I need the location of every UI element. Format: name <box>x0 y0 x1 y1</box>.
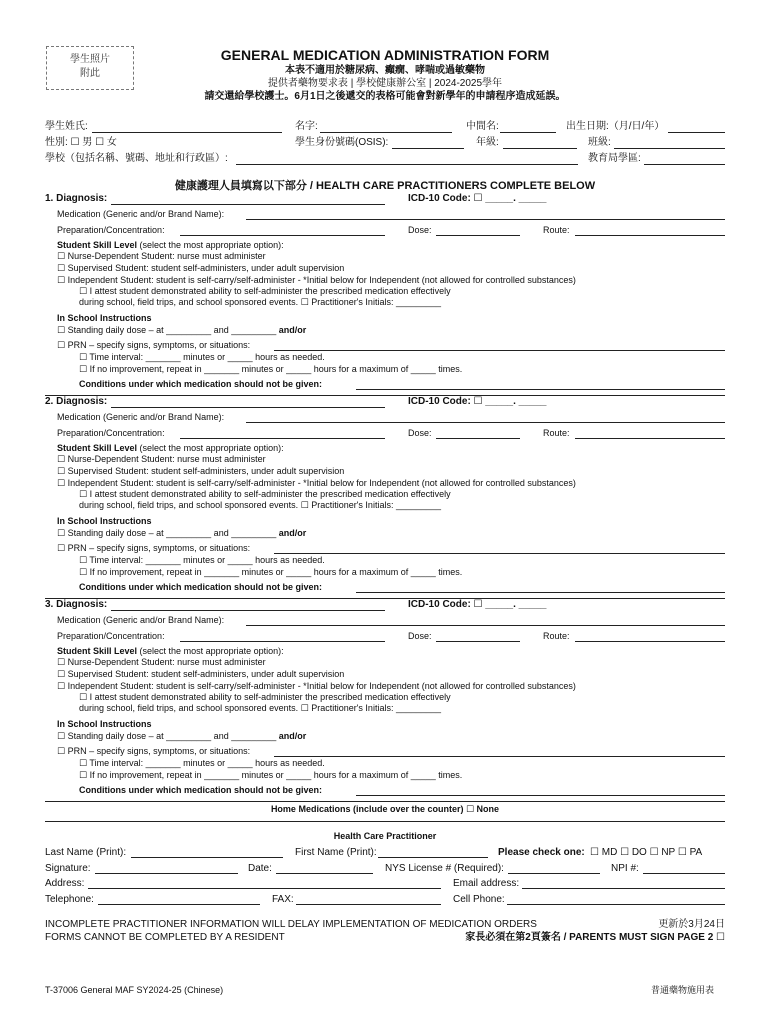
header-line-1: 本表不適用於糖尿病、癲癇、哮喘或過敏藥物 <box>285 65 485 76</box>
nurse-dependent-option[interactable]: ☐ Nurse-Dependent Student: nurse must administer <box>57 454 266 464</box>
attest-checkbox[interactable]: ☐ I attest student demonstrated ability to self-administer the prescribed medication effectively <box>79 489 451 499</box>
supervised-option[interactable]: ☐ Supervised Student: student self-administers, under adult supervision <box>57 669 345 679</box>
standing-dose-option[interactable]: ☐ Standing daily dose – at _________ and _________ <box>57 325 277 335</box>
conditions-field[interactable] <box>356 592 725 593</box>
student-middle-name-field[interactable] <box>500 132 556 133</box>
student-dob-field[interactable] <box>668 132 725 133</box>
practitioner-last-name-field[interactable] <box>131 857 283 858</box>
route-field[interactable] <box>575 641 725 642</box>
diagnosis-divider <box>45 598 725 599</box>
preparation-label: Preparation/Concentration: <box>57 631 165 641</box>
practitioner-last-name-label: Last Name (Print): <box>45 847 127 858</box>
student-dob-label: 出生日期:（月/日/年） <box>566 121 665 132</box>
photo-box-line1: 學生照片 <box>70 54 110 65</box>
telephone-label: Telephone: <box>45 894 94 905</box>
student-class-label: 班級: <box>588 137 611 148</box>
dose-field[interactable] <box>436 438 520 439</box>
signature-field[interactable] <box>95 873 238 874</box>
dose-label: Dose: <box>408 225 432 235</box>
medication-field[interactable] <box>246 219 725 220</box>
conditions-label: Conditions under which medication should not be given: <box>79 379 322 389</box>
student-last-name-field[interactable] <box>92 132 282 133</box>
independent-option[interactable]: ☐ Independent Student: student is self-carry/self-administer - *Initial below for Independent (not allowed for controlled substances) <box>57 681 576 691</box>
supervised-option[interactable]: ☐ Supervised Student: student self-administers, under adult supervision <box>57 466 345 476</box>
license-label: NYS License # (Required): <box>385 863 504 874</box>
skill-level-hint: (select the most appropriate option): <box>139 240 284 250</box>
diagnosis-divider <box>45 395 725 396</box>
address-label: Address: <box>45 878 85 889</box>
address-field[interactable] <box>88 888 441 889</box>
preparation-field[interactable] <box>180 235 385 236</box>
time-interval-option[interactable]: ☐ Time interval: _______ minutes or _____ hours as needed. <box>79 352 325 362</box>
home-meds-divider <box>45 821 725 822</box>
form-name: 普通藥物施用表 <box>650 985 714 995</box>
diagnosis-field[interactable] <box>111 610 385 611</box>
photo-box-line2: 附此 <box>80 68 100 79</box>
dose-label: Dose: <box>408 428 432 438</box>
npi-label: NPI #: <box>611 863 639 874</box>
student-middle-name-label: 中間名: <box>466 121 499 132</box>
skill-level-hint: (select the most appropriate option): <box>139 443 284 453</box>
standing-dose-option[interactable]: ☐ Standing daily dose – at _________ and _________ <box>57 528 277 538</box>
andor-label: and/or <box>278 325 307 335</box>
independent-option[interactable]: ☐ Independent Student: student is self-carry/self-administer - *Initial below for Independent (not allowed for controlled substances) <box>57 275 576 285</box>
preparation-label: Preparation/Concentration: <box>57 225 165 235</box>
student-osis-field[interactable] <box>392 148 464 149</box>
attest-checkbox[interactable]: ☐ I attest student demonstrated ability to self-administer the prescribed medication effectively <box>79 286 451 296</box>
updated-date: 更新於3月24日 <box>658 919 725 930</box>
preparation-label: Preparation/Concentration: <box>57 428 165 438</box>
home-medications-label[interactable]: Home Medications (include over the counter) ☐ None <box>270 804 500 814</box>
prn-option[interactable]: ☐ PRN – specify signs, symptoms, or situations: <box>57 543 251 553</box>
in-school-instructions-label: In School Instructions <box>57 313 152 323</box>
student-last-name-label: 學生姓氏: <box>45 121 88 132</box>
skill-level-label: Student Skill Level <box>57 443 138 453</box>
standing-dose-option[interactable]: ☐ Standing daily dose – at _________ and _________ <box>57 731 277 741</box>
nurse-dependent-option[interactable]: ☐ Nurse-Dependent Student: nurse must administer <box>57 657 266 667</box>
conditions-field[interactable] <box>356 795 725 796</box>
practitioner-initials[interactable]: during school, field trips, and school sponsored events. ☐ Practitioner's Initials: _________ <box>79 500 441 510</box>
form-code: T-37006 General MAF SY2024-25 (Chinese) <box>45 985 224 995</box>
student-first-name-field[interactable] <box>320 132 452 133</box>
footer-warning-1: INCOMPLETE PRACTITIONER INFORMATION WILL DELAY IMPLEMENTATION OF MEDICATION ORDERS <box>45 919 537 930</box>
student-district-label: 教育局學區: <box>588 153 641 164</box>
form-title: GENERAL MEDICATION ADMINISTRATION FORM <box>220 47 550 63</box>
prn-field[interactable] <box>274 553 725 554</box>
medication-field[interactable] <box>246 625 725 626</box>
medication-field[interactable] <box>246 422 725 423</box>
cell-phone-field[interactable] <box>507 904 725 905</box>
diagnosis-label: 2. Diagnosis: <box>45 396 108 407</box>
medication-label: Medication (Generic and/or Brand Name): <box>57 412 225 422</box>
header-line-2: 提供者藥物要求表 | 學校健康辦公室 | 2024-2025學年 <box>267 78 503 89</box>
please-check-label: Please check one: <box>498 847 585 858</box>
route-field[interactable] <box>575 235 725 236</box>
repeat-option[interactable]: ☐ If no improvement, repeat in _______ minutes or _____ hours for a maximum of _____ times. <box>79 567 463 577</box>
repeat-option[interactable]: ☐ If no improvement, repeat in _______ minutes or _____ hours for a maximum of _____ times. <box>79 770 463 780</box>
conditions-field[interactable] <box>356 389 725 390</box>
student-sex-checkboxes[interactable]: 性別: ☐ 男 ☐ 女 <box>45 137 117 148</box>
route-label: Route: <box>543 428 570 438</box>
andor-label: and/or <box>278 731 307 741</box>
credential-checkboxes[interactable]: ☐ MD ☐ DO ☐ NP ☐ PA <box>590 847 703 858</box>
conditions-label: Conditions under which medication should not be given: <box>79 582 322 592</box>
icd-code-label[interactable]: ICD-10 Code: ☐ _____. _____ <box>408 599 547 610</box>
repeat-option[interactable]: ☐ If no improvement, repeat in _______ minutes or _____ hours for a maximum of _____ times. <box>79 364 463 374</box>
dose-field[interactable] <box>436 641 520 642</box>
diagnosis-field[interactable] <box>111 407 385 408</box>
student-school-label: 學校（包括名稱、號碼、地址和行政區）: <box>45 153 228 164</box>
supervised-option[interactable]: ☐ Supervised Student: student self-administers, under adult supervision <box>57 263 345 273</box>
prn-option[interactable]: ☐ PRN – specify signs, symptoms, or situations: <box>57 746 251 756</box>
dose-field[interactable] <box>436 235 520 236</box>
diagnosis-label: 3. Diagnosis: <box>45 599 108 610</box>
student-first-name-label: 名字: <box>295 121 318 132</box>
student-grade-label: 年級: <box>476 137 499 148</box>
practitioner-first-name-field[interactable] <box>378 857 488 858</box>
prn-field[interactable] <box>274 350 725 351</box>
diagnosis-divider <box>45 801 725 802</box>
email-label: Email address: <box>453 878 520 889</box>
header-line-3: 請交還給學校護士。6月1日之後遞交的表格可能會對新學年的申請程序造成延誤。 <box>204 91 566 102</box>
icd-code-label[interactable]: ICD-10 Code: ☐ _____. _____ <box>408 193 547 204</box>
cell-phone-label: Cell Phone: <box>453 894 505 905</box>
telephone-field[interactable] <box>98 904 260 905</box>
dose-label: Dose: <box>408 631 432 641</box>
conditions-label: Conditions under which medication should not be given: <box>79 785 322 795</box>
route-field[interactable] <box>575 438 725 439</box>
preparation-field[interactable] <box>180 438 385 439</box>
email-field[interactable] <box>522 888 725 889</box>
student-class-field[interactable] <box>614 148 725 149</box>
student-osis-label: 學生身份號碼(OSIS): <box>295 137 389 148</box>
nurse-dependent-option[interactable]: ☐ Nurse-Dependent Student: nurse must administer <box>57 251 266 261</box>
practitioner-initials[interactable]: during school, field trips, and school sponsored events. ☐ Practitioner's Initials: _________ <box>79 297 441 307</box>
andor-label: and/or <box>278 528 307 538</box>
diagnosis-block <box>0 406 770 795</box>
practitioner-first-name-label: First Name (Print): <box>295 847 377 858</box>
diagnosis-block <box>0 203 770 592</box>
medication-label: Medication (Generic and/or Brand Name): <box>57 615 225 625</box>
diagnosis-label: 1. Diagnosis: <box>45 193 108 204</box>
in-school-instructions-label: In School Instructions <box>57 516 152 526</box>
attest-checkbox[interactable]: ☐ I attest student demonstrated ability to self-administer the prescribed medication effectively <box>79 692 451 702</box>
license-field[interactable] <box>508 873 600 874</box>
fax-label: FAX: <box>272 894 294 905</box>
in-school-instructions-label: In School Instructions <box>57 719 152 729</box>
footer-warning-2: FORMS CANNOT BE COMPLETED BY A RESIDENT <box>45 932 285 943</box>
npi-field[interactable] <box>643 873 725 874</box>
skill-level-hint: (select the most appropriate option): <box>139 646 284 656</box>
skill-level-label: Student Skill Level <box>57 646 138 656</box>
prn-option[interactable]: ☐ PRN – specify signs, symptoms, or situations: <box>57 340 251 350</box>
practitioner-heading: Health Care Practitioner <box>333 831 437 841</box>
route-label: Route: <box>543 225 570 235</box>
date-field[interactable] <box>276 873 373 874</box>
fax-field[interactable] <box>296 904 441 905</box>
date-label: Date: <box>248 863 272 874</box>
prn-field[interactable] <box>274 756 725 757</box>
independent-option[interactable]: ☐ Independent Student: student is self-carry/self-administer - *Initial below for Independent (not allowed for controlled substances) <box>57 478 576 488</box>
diagnosis-field[interactable] <box>111 204 385 205</box>
icd-code-label[interactable]: ICD-10 Code: ☐ _____. _____ <box>408 396 547 407</box>
section-heading: 健康護理人員填寫以下部分 / HEALTH CARE PRACTITIONERS COMPLETE BELOW <box>174 180 596 192</box>
student-school-field[interactable] <box>236 164 578 165</box>
time-interval-option[interactable]: ☐ Time interval: _______ minutes or _____ hours as needed. <box>79 555 325 565</box>
medication-label: Medication (Generic and/or Brand Name): <box>57 209 225 219</box>
practitioner-initials[interactable]: during school, field trips, and school sponsored events. ☐ Practitioner's Initials: _________ <box>79 703 441 713</box>
route-label: Route: <box>543 631 570 641</box>
parents-must-sign[interactable]: 家長必須在第2頁簽名 / PARENTS MUST SIGN PAGE 2 ☐ <box>465 932 725 943</box>
signature-label: Signature: <box>45 863 91 874</box>
preparation-field[interactable] <box>180 641 385 642</box>
skill-level-label: Student Skill Level <box>57 240 138 250</box>
time-interval-option[interactable]: ☐ Time interval: _______ minutes or _____ hours as needed. <box>79 758 325 768</box>
student-district-field[interactable] <box>644 164 725 165</box>
student-grade-field[interactable] <box>503 148 577 149</box>
